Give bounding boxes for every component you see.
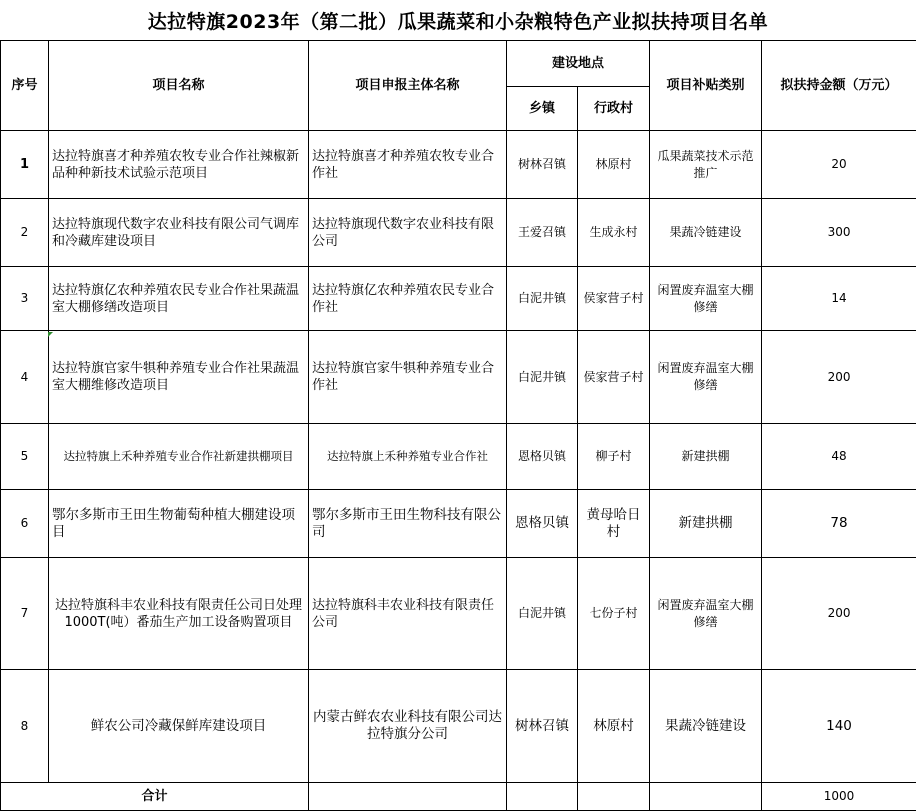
row-project-name: 达拉特旗科丰农业科技有限责任公司日处理1000T(吨）番茄生产加工设备购置项目 — [49, 558, 309, 670]
row-category: 闲置废弃温室大棚修缮 — [650, 267, 762, 331]
row-village: 侯家营子村 — [578, 331, 650, 424]
row-town: 恩格贝镇 — [507, 490, 578, 558]
row-town: 树林召镇 — [507, 131, 578, 199]
project-table — [0, 40, 916, 811]
row-applicant: 达拉特旗亿农种养殖农民专业合作社 — [309, 267, 507, 331]
row-village: 生成永村 — [578, 199, 650, 267]
row-seq: 4 — [1, 331, 49, 424]
row-village: 柳子村 — [578, 424, 650, 490]
row-project-name: 达拉特旗喜才种养殖农牧专业合作社辣椒新品种种新技术试验示范项目 — [49, 131, 309, 199]
row-town: 恩格贝镇 — [507, 424, 578, 490]
row-village: 黄母哈日村 — [578, 490, 650, 558]
total-empty-cell — [309, 783, 507, 811]
row-town: 白泥井镇 — [507, 331, 578, 424]
row-category: 闲置废弃温室大棚修缮 — [650, 558, 762, 670]
header-town: 乡镇 — [507, 87, 578, 131]
table-row — [1, 131, 916, 199]
row-seq: 3 — [1, 267, 49, 331]
total-row — [1, 783, 916, 811]
row-seq: 8 — [1, 670, 49, 783]
total-empty-cell — [650, 783, 762, 811]
row-seq: 6 — [1, 490, 49, 558]
page-title: 达拉特旗2023年（第二批）瓜果蔬菜和小杂粮特色产业拟扶持项目名单 — [147, 10, 769, 33]
row-project-name: 达拉特旗上禾种养殖专业合作社新建拱棚项目 — [49, 424, 309, 490]
row-amount: 78 — [762, 490, 916, 558]
row-amount: 48 — [762, 424, 916, 490]
total-amount: 1000 — [762, 783, 916, 811]
row-seq: 2 — [1, 199, 49, 267]
row-village: 七份子村 — [578, 558, 650, 670]
row-seq: 5 — [1, 424, 49, 490]
table-row — [1, 670, 916, 783]
row-project-name: 达拉特旗亿农种养殖农民专业合作社果蔬温室大棚修缮改造项目 — [49, 267, 309, 331]
row-applicant: 达拉特旗喜才种养殖农牧专业合作社 — [309, 131, 507, 199]
table-row — [1, 199, 916, 267]
row-town: 白泥井镇 — [507, 558, 578, 670]
row-amount: 200 — [762, 558, 916, 670]
row-category: 果蔬冷链建设 — [650, 199, 762, 267]
row-category: 瓜果蔬菜技术示范推广 — [650, 131, 762, 199]
row-project-name: 鲜农公司冷藏保鲜库建设项目 — [49, 670, 309, 783]
row-project-name: 达拉特旗官家牛犋种养殖专业合作社果蔬温室大棚维修改造项目 — [49, 331, 309, 424]
row-applicant: 达拉特旗现代数字农业科技有限公司 — [309, 199, 507, 267]
table-row — [1, 424, 916, 490]
header-row-1 — [1, 41, 916, 87]
total-label: 合计 — [1, 783, 309, 811]
row-amount: 300 — [762, 199, 916, 267]
row-village: 林原村 — [578, 670, 650, 783]
header-village: 行政村 — [578, 87, 650, 131]
row-amount: 14 — [762, 267, 916, 331]
row-amount: 20 — [762, 131, 916, 199]
row-village: 侯家营子村 — [578, 267, 650, 331]
row-applicant: 鄂尔多斯市王田生物科技有限公司 — [309, 490, 507, 558]
total-empty-cell — [578, 783, 650, 811]
row-project-name: 达拉特旗现代数字农业科技有限公司气调库和冷藏库建设项目 — [49, 199, 309, 267]
row-town: 王爱召镇 — [507, 199, 578, 267]
total-empty-cell — [507, 783, 578, 811]
row-amount: 140 — [762, 670, 916, 783]
row-seq: 1 — [1, 131, 49, 199]
row-village: 林原村 — [578, 131, 650, 199]
row-amount: 200 — [762, 331, 916, 424]
row-applicant: 达拉特旗官家牛犋种养殖专业合作社 — [309, 331, 507, 424]
header-subsidy-category: 项目补贴类别 — [650, 41, 762, 131]
row-category: 闲置废弃温室大棚修缮 — [650, 331, 762, 424]
row-category: 新建拱棚 — [650, 490, 762, 558]
table-row — [1, 267, 916, 331]
table-row — [1, 558, 916, 670]
row-project-name: 鄂尔多斯市王田生物葡萄种植大棚建设项目 — [49, 490, 309, 558]
row-town: 白泥井镇 — [507, 267, 578, 331]
row-seq: 7 — [1, 558, 49, 670]
row-town: 树林召镇 — [507, 670, 578, 783]
row-applicant: 达拉特旗上禾种养殖专业合作社 — [309, 424, 507, 490]
table-row — [1, 331, 916, 424]
row-applicant: 内蒙古鲜农农业科技有限公司达拉特旗分公司 — [309, 670, 507, 783]
row-category: 果蔬冷链建设 — [650, 670, 762, 783]
row-applicant: 达拉特旗科丰农业科技有限责任公司 — [309, 558, 507, 670]
table-row — [1, 490, 916, 558]
header-project-name: 项目名称 — [49, 41, 309, 131]
header-location: 建设地点 — [507, 41, 650, 87]
header-amount: 拟扶持金额（万元） — [762, 41, 916, 131]
row-category: 新建拱棚 — [650, 424, 762, 490]
cell-comment-marker — [48, 332, 53, 337]
header-applicant: 项目申报主体名称 — [309, 41, 507, 131]
header-seq: 序号 — [1, 41, 49, 131]
